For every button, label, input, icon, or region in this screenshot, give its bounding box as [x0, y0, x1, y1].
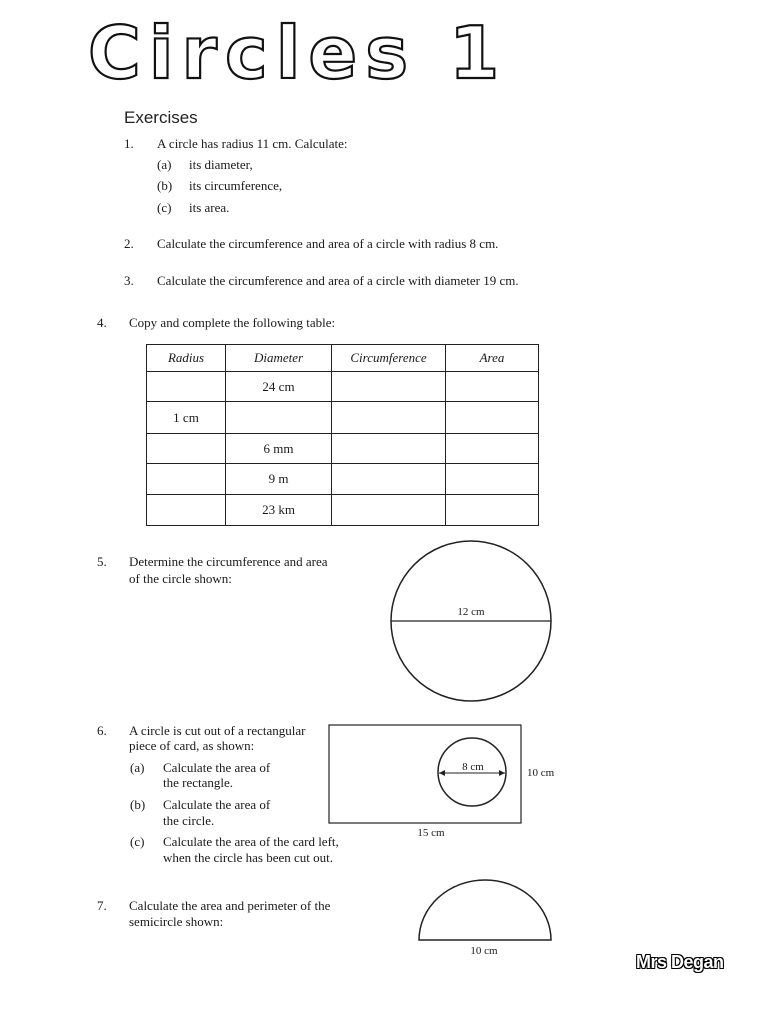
completion-table [146, 344, 539, 526]
table-cell [332, 402, 446, 434]
table-row [147, 464, 539, 495]
q1-part-c-text: its area. [189, 200, 230, 215]
q5-circle-diagram [391, 541, 551, 701]
table-row [147, 372, 539, 402]
q7-semicircle-diagram [419, 880, 551, 957]
table-cell [147, 464, 226, 495]
title-text: Circles 1 [88, 11, 508, 95]
table-cell [147, 495, 226, 526]
q3-text: Calculate the circumference and area of a circle with diameter 19 cm. [157, 273, 519, 288]
table-header-row [147, 345, 539, 372]
table-cell: 9 m [226, 464, 332, 495]
table-cell: 1 cm [147, 402, 226, 434]
q6-card-diagram [329, 725, 555, 839]
table-cell [446, 402, 539, 434]
q1-text: A circle has radius 11 cm. Calculate: [157, 136, 348, 151]
q6-part-c-line2: when the circle has been cut out. [163, 850, 334, 865]
circle-shape [391, 541, 551, 701]
rectangle-shape [329, 725, 521, 823]
arrowhead-right-icon [499, 770, 505, 776]
table-cell [446, 434, 539, 464]
q6-circle-label: 8 cm [462, 761, 484, 773]
table-cell [332, 372, 446, 402]
q4-number: 4. [97, 315, 107, 330]
table-cell: 24 cm [226, 372, 332, 402]
q7-line1: Calculate the area and perimeter of the [129, 898, 331, 913]
table-row [147, 434, 539, 464]
q6-number: 6. [97, 723, 107, 738]
q1-part-b-label: (b) [157, 178, 173, 193]
table-cell [332, 495, 446, 526]
q4-text: Copy and complete the following table: [129, 315, 336, 330]
q3-number: 3. [124, 273, 134, 288]
table-cell [147, 372, 226, 402]
table-header-diameter: Diameter [226, 345, 332, 372]
table-cell [446, 464, 539, 495]
q6-part-b-label: (b) [130, 797, 146, 812]
q1-part-a-label: (a) [157, 157, 172, 172]
page-title [0, 0, 768, 100]
q6-part-a-label: (a) [130, 760, 145, 775]
q2-text: Calculate the circumference and area of a circle with radius 8 cm. [157, 236, 499, 251]
table-row [147, 402, 539, 434]
q6-part-b-line1: Calculate the area of [163, 797, 271, 812]
table-cell [332, 434, 446, 464]
table-header-area: Area [446, 345, 539, 372]
table-header-circumference: Circumference [332, 345, 446, 372]
arrowhead-left-icon [439, 770, 445, 776]
q7-diameter-label: 10 cm [470, 945, 498, 957]
q5-number: 5. [97, 554, 107, 569]
q5-line1: Determine the circumference and area [129, 554, 328, 569]
table-cell: 23 km [226, 495, 332, 526]
q1-part-b-text: its circumference, [189, 178, 283, 193]
q6-part-c-label: (c) [130, 834, 145, 849]
table-cell [332, 464, 446, 495]
q1-part-c-label: (c) [157, 200, 172, 215]
table-row [147, 495, 539, 526]
table-cell [446, 372, 539, 402]
table-cell [446, 495, 539, 526]
q1-number: 1. [124, 136, 134, 151]
q2-number: 2. [124, 236, 134, 251]
table-cell [226, 402, 332, 434]
q6-width-label: 15 cm [417, 827, 445, 839]
table-header-radius: Radius [147, 345, 226, 372]
table-cell [147, 434, 226, 464]
q6-part-b-line2: the circle. [163, 813, 215, 828]
table-cell: 6 mm [226, 434, 332, 464]
q6-part-c-line1: Calculate the area of the card left, [163, 834, 339, 849]
semicircle-shape [419, 880, 551, 940]
section-heading: Exercises [124, 108, 198, 127]
q7-number: 7. [97, 898, 107, 913]
q6-line1: A circle is cut out of a rectangular [129, 723, 306, 738]
q6-part-a-line1: Calculate the area of [163, 760, 271, 775]
q6-part-a-line2: the rectangle. [163, 775, 234, 790]
q1-part-a-text: its diameter, [189, 157, 253, 172]
cutout-circle-shape [438, 738, 506, 806]
q7-line2: semicircle shown: [129, 914, 224, 929]
author-signature: Mrs Degan [636, 952, 724, 972]
q6-height-label: 10 cm [527, 767, 555, 779]
q6-line2: piece of card, as shown: [129, 738, 255, 753]
q5-line2: of the circle shown: [129, 571, 232, 586]
q5-diameter-label: 12 cm [457, 606, 485, 618]
